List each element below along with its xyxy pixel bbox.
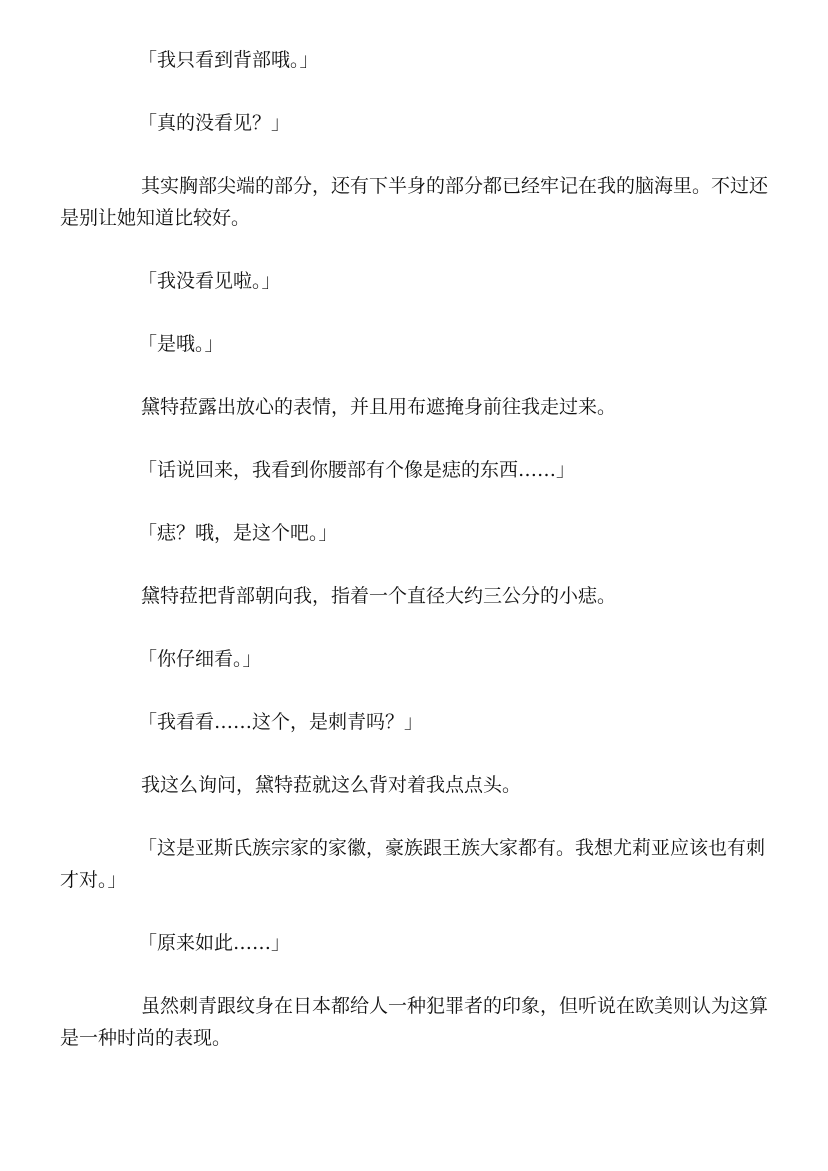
paragraph-15: 虽然刺青跟纹身在日本都给人一种犯罪者的印象，但听说在欧美则认为这算是一种时尚的表现。 — [60, 995, 769, 1049]
paragraph-1: 「我只看到背部哦。」 — [138, 49, 319, 71]
paragraph-3: 其实胸部尖端的部分，还有下半身的部分都已经牢记在我的脑海里。不过还是别让她知道比较好。 — [60, 175, 769, 229]
paragraph-5: 「是哦。」 — [138, 333, 224, 355]
paragraph-14: 「原来如此……」 — [138, 932, 291, 954]
paragraph-4: 「我没看见啦。」 — [138, 270, 281, 292]
paragraph-8: 「痣？哦，是这个吧。」 — [138, 522, 338, 544]
paragraph-7: 「话说回来，我看到你腰部有个像是痣的东西……」 — [138, 459, 576, 481]
paragraph-11: 「我看看……这个，是刺青吗？」 — [138, 711, 424, 733]
paragraph-6: 黛特菈露出放心的表情，并且用布遮掩身前往我走过来。 — [141, 396, 617, 418]
paragraph-12: 我这么询问，黛特菈就这么背对着我点点头。 — [141, 774, 522, 796]
paragraph-9: 黛特菈把背部朝向我，指着一个直径大约三公分的小痣。 — [141, 585, 617, 607]
paragraph-2: 「真的没看见？」 — [138, 112, 291, 134]
paragraph-13: 「这是亚斯氏族宗家的家徽，豪族跟王族大家都有。我想尤莉亚应该也有刺才对。」 — [60, 837, 766, 891]
paragraph-10: 「你仔细看。」 — [138, 648, 262, 670]
